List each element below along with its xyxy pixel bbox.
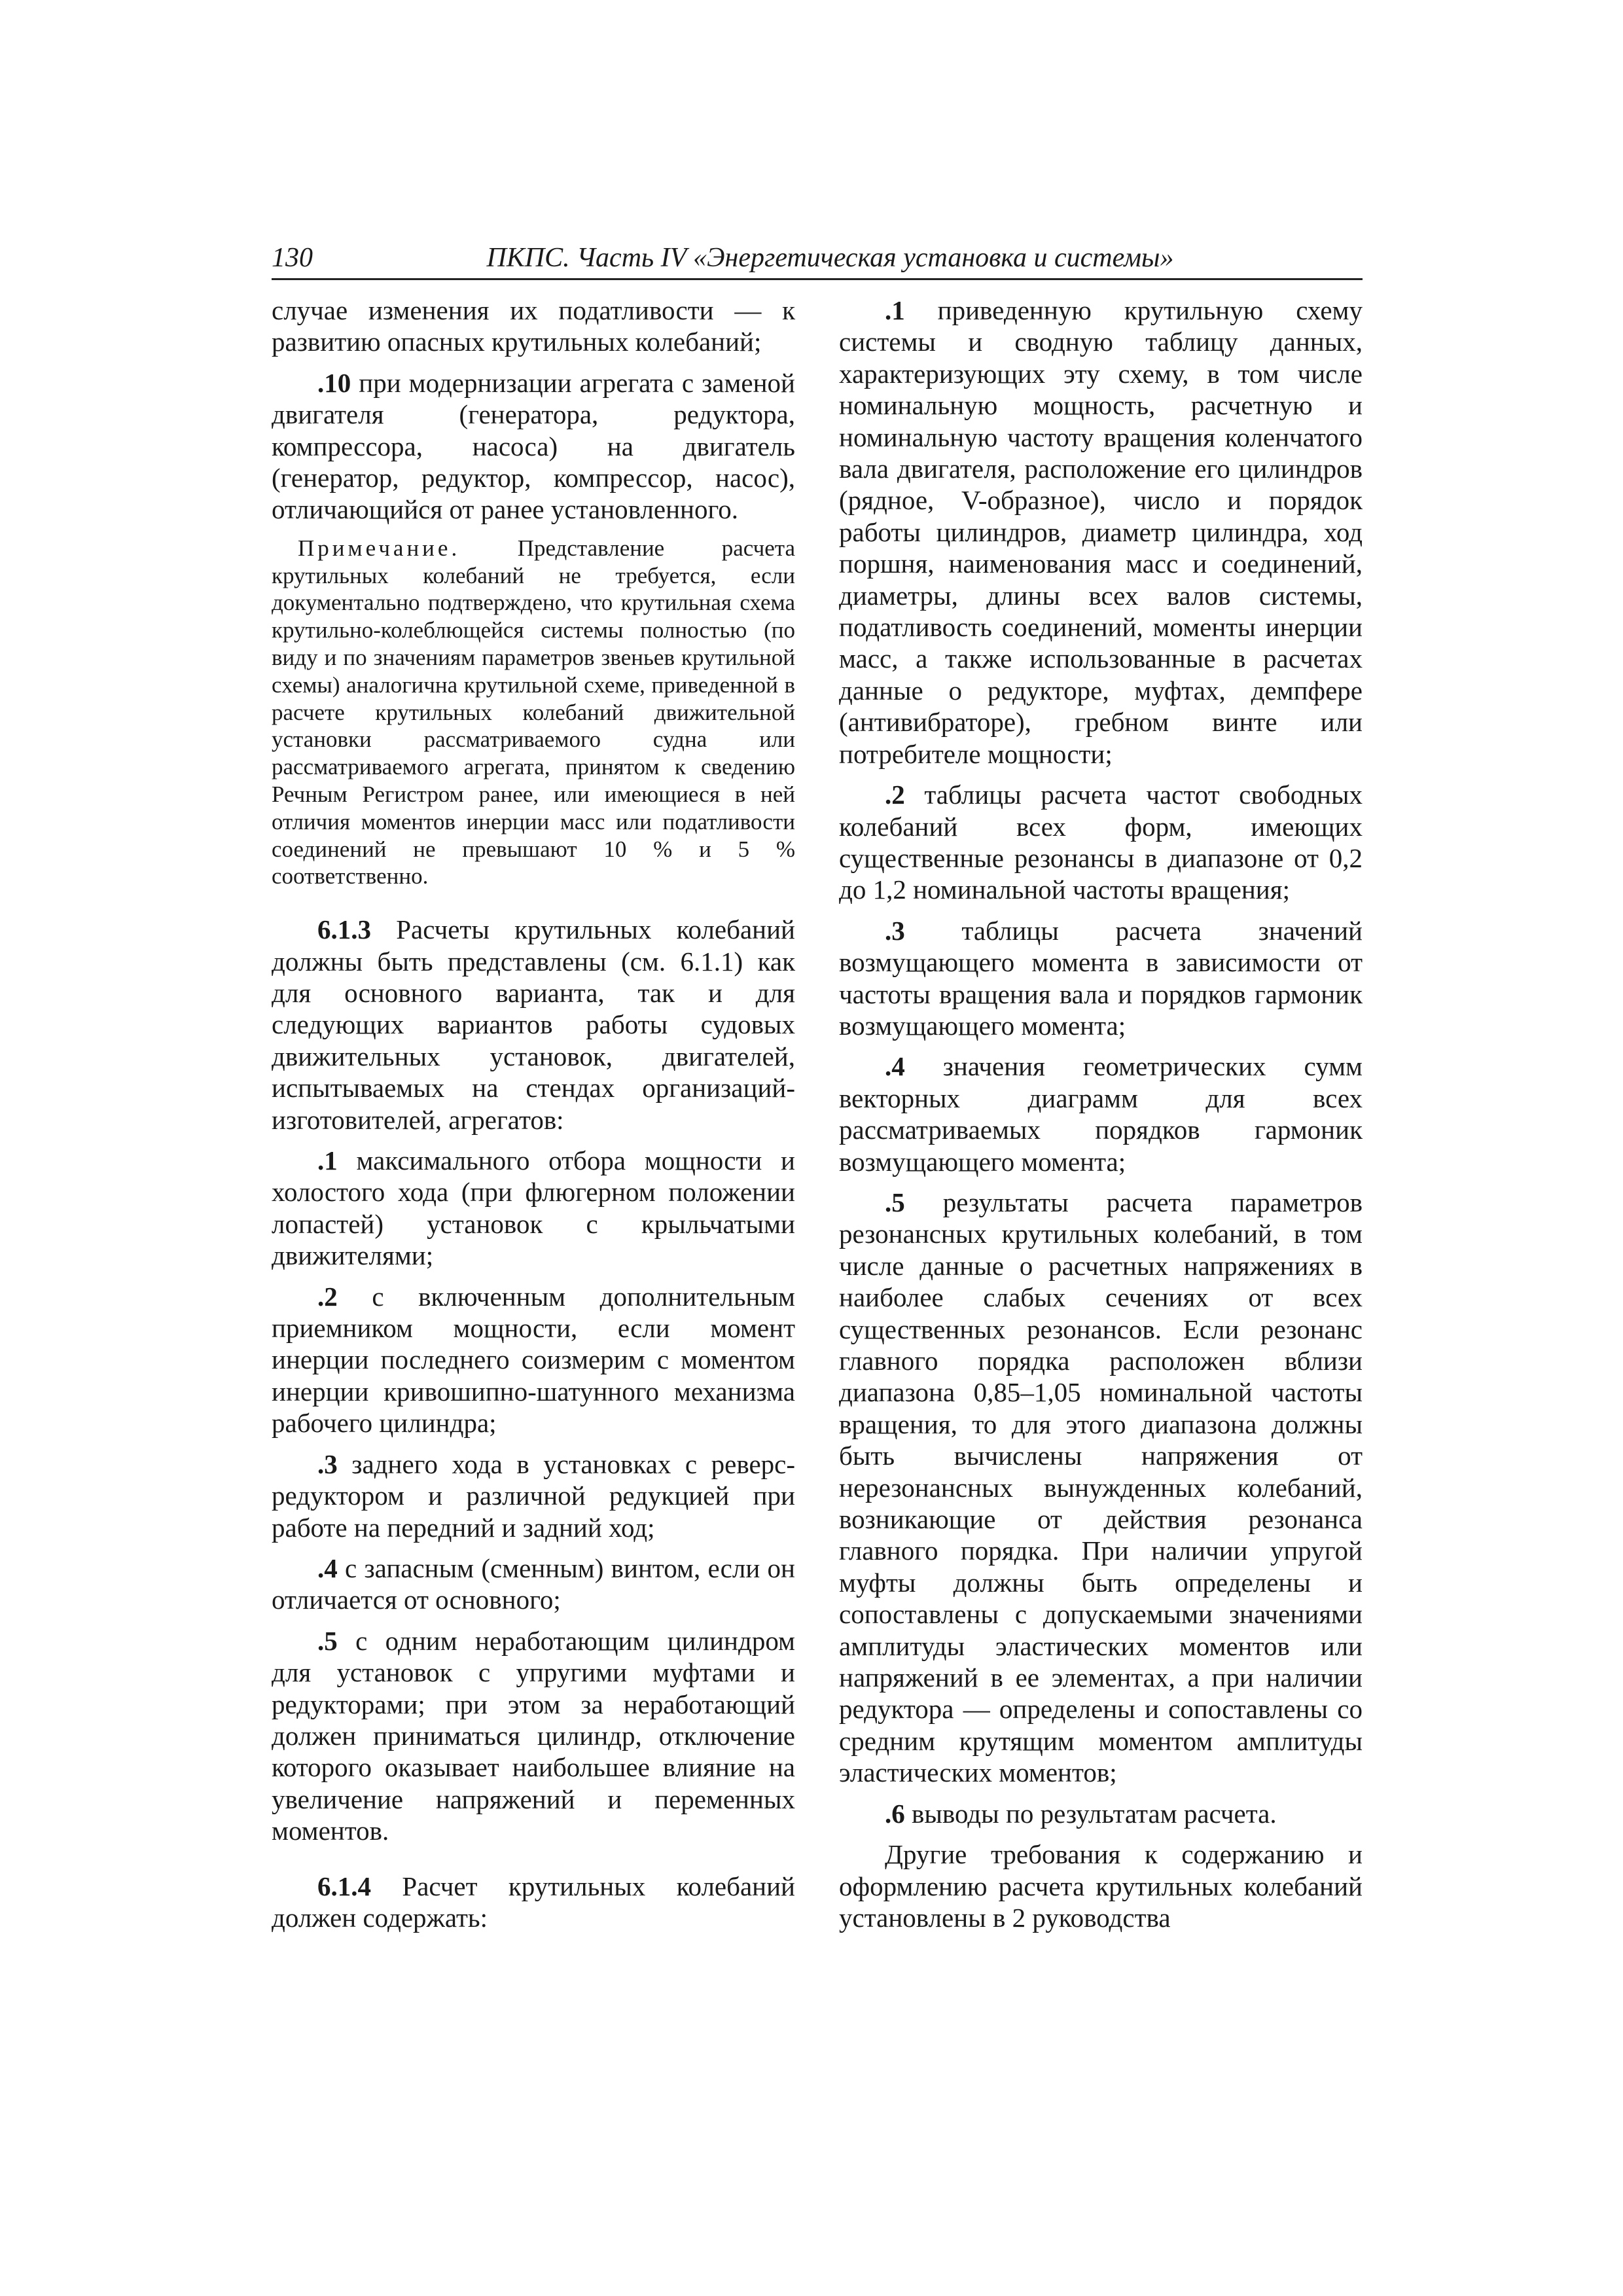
page-number: 130 xyxy=(272,243,313,273)
paragraph-continuation: случае изменения их податливости — к развитию опасных крутильных колебаний; xyxy=(272,295,795,357)
item-text: результаты расчета параметров резонансных крутильных колебаний, в том числе данные о расчетных напряжениях в наиболее слабых сечениях от всех существенных резонансов. Если резонанс главного порядка расположен вблизи диапазона 0,85–1,05 номинальной частоты вращения, то для этого диапазона должны быть вычислены напряжения от нерезонансных вынужденных колебаний, возникающие от действия резонанса главного порядка. При наличии упругой муфты должны быть определены и сопоставлены с допускаемыми значениями амплитуды эластических моментов или напряжений в ее элементах, а при наличии редуктора — определены и сопоставлены со средним крутящим моментом амплитуды эластических моментов; xyxy=(839,1187,1363,1788)
item-number: .1 xyxy=(885,295,905,325)
item-number: .5 xyxy=(885,1187,905,1217)
list-item-10 xyxy=(272,367,795,526)
content-item-3 xyxy=(839,915,1363,1042)
item-number: .5 xyxy=(317,1625,338,1656)
item-number: .3 xyxy=(317,1448,338,1479)
section-text: Расчет крутильных колебаний должен содержать: xyxy=(272,1871,795,1933)
section-text: Расчеты крутильных колебаний должны быть представлены (см. 6.1.1) как для основного варианта, так и для следующих вариантов работы судовых движительных установок, двигателей, испытываемых на стендах организаций-изготовителей, агрегатов: xyxy=(272,914,795,1135)
section-6-1-4 xyxy=(272,1871,795,1934)
running-header xyxy=(272,239,1363,280)
item-number: .3 xyxy=(885,915,905,946)
item-text: таблицы расчета значений возмущающего момента в зависимости от частоты вращения вала и порядков гармоник возмущающего момента; xyxy=(839,915,1363,1041)
other-requirements-paragraph: Другие требования к содержанию и оформлению расчета крутильных колебаний установлены в 2 руководства xyxy=(839,1839,1363,1933)
content-item-6 xyxy=(839,1798,1363,1829)
list-item-5 xyxy=(272,1625,795,1847)
content-item-1 xyxy=(839,295,1363,770)
note-block xyxy=(272,535,795,890)
item-text: значения геометрических сумм векторных диаграмм для всех рассматриваемых порядков гармоник возмущающего момента; xyxy=(839,1051,1363,1177)
note-text: Представление расчета крутильных колебаний не требуется, если документально подтверждено, что крутильная схема крутильно-колеблющейся системы полностью (по виду и по значениям параметров звеньев крутильной схемы) аналогична крутильной схеме, приведенной в расчете крутильных колебаний движительной установки рассматриваемого судна или рассматриваемого агрегата, принятом к сведению Речным Регистром ранее, или имеющиеся в ней отличия моментов инерции масс или податливости соединений не превышают 10 % и 5 % соответственно. xyxy=(272,535,795,889)
list-item-4 xyxy=(272,1552,795,1616)
list-item-3 xyxy=(272,1448,795,1543)
list-item-2 xyxy=(272,1281,795,1439)
item-text: с включенным дополнительным приемником мощности, если момент инерции последнего соизмерим с моментом инерции кривошипно-шатунного механизма рабочего цилиндра; xyxy=(272,1281,795,1439)
item-number: .1 xyxy=(317,1145,338,1176)
section-number: 6.1.4 xyxy=(317,1871,371,1901)
item-text: с запасным (сменным) винтом, если он отличается от основного; xyxy=(272,1552,795,1615)
item-number: .2 xyxy=(885,780,905,810)
item-text: максимального отбора мощности и холостого хода (при флюгерном положении лопастей) установок с крыльчатыми движителями; xyxy=(272,1145,795,1271)
item-text: при модернизации агрегата с заменой двигателя (генератора, редуктора, компрессора, насоса) на двигатель (генератор, редуктор, компрессор, насос), отличающийся от ранее установленного. xyxy=(272,367,795,525)
item-number: .6 xyxy=(885,1798,905,1829)
item-number: .4 xyxy=(317,1552,338,1583)
list-item-1 xyxy=(272,1145,795,1272)
item-text: с одним неработающим цилиндром для установок с упругими муфтами и редукторами; при этом за неработающий должен приниматься цилиндр, отключение которого оказывает наибольшее влияние на увеличение напряжений и переменных моментов. xyxy=(272,1625,795,1846)
section-6-1-3 xyxy=(272,914,795,1136)
left-column xyxy=(272,295,795,1933)
item-text: выводы по результатам расчета. xyxy=(904,1798,1277,1829)
item-text: таблицы расчета частот свободных колебаний всех форм, имеющих существенные резонансы в диапазоне от 0,2 до 1,2 номинальной частоты вращения; xyxy=(839,780,1363,905)
item-number: .10 xyxy=(317,367,351,398)
section-number: 6.1.3 xyxy=(317,914,371,945)
content-item-5 xyxy=(839,1187,1363,1789)
running-title: ПКПС. Часть IV «Энергетическая установка и системы» xyxy=(486,243,1174,273)
note-label: Примечание. xyxy=(298,535,461,561)
item-text: приведенную крутильную схему системы и сводную таблицу данных, характеризующих эту схему, в том числе номинальную мощность, расчетную и номинальную частоту вращения коленчатого вала двигателя, расположение его цилиндров (рядное, V-образное), число и порядок работы цилиндров, диаметр цилиндра, ход поршня, наименования масс и соединений, диаметры, длины всех валов системы, податливость соединений, моменты инерции масс, а также использованные в расчетах данные о редукторе, муфтах, демпфере (антивибраторе), гребном винте или потребителе мощности; xyxy=(839,295,1363,769)
right-column xyxy=(839,295,1363,1933)
item-number: .2 xyxy=(317,1281,338,1312)
content-item-4 xyxy=(839,1050,1363,1177)
content-item-2 xyxy=(839,779,1363,906)
item-number: .4 xyxy=(885,1051,905,1082)
item-text: заднего хода в установках с реверс-редуктором и различной редукцией при работе на передний и задний ход; xyxy=(272,1448,795,1543)
